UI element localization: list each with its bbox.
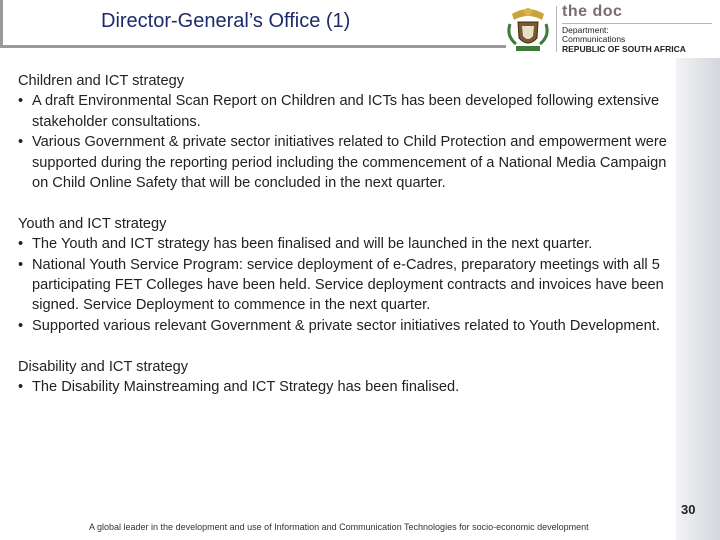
- slide-title: Director-General’s Office (1): [101, 10, 351, 32]
- bullet-icon: •: [18, 379, 24, 396]
- list-item-text: National Youth Service Program: service deployment of e-Cadres, preparatory meetings with all 5 participating FET Colleges have been held. Service deployment contracts and invoices have been signed. Service Deployment to commence in the next quarter.: [32, 256, 664, 314]
- bullet-icon: •: [18, 236, 24, 253]
- list-item-text: Various Government & private sector initiatives related to Child Protection and empowerment were supported during the reporting period including the commencement of a National Media Campaign on Child Online Safety that will be concluded in the next quarter.: [32, 134, 667, 192]
- bullet-icon: •: [18, 317, 24, 334]
- side-decoration-panel: [676, 58, 720, 540]
- list-item-text: The Youth and ICT strategy has been finalised and will be launched in the next quarter.: [32, 236, 593, 253]
- country-name: REPUBLIC OF SOUTH AFRICA: [562, 44, 686, 54]
- list-item: [18, 91, 668, 132]
- department-name: [562, 26, 625, 44]
- footer-tagline: A global leader in the development and use of Information and Communication Technologies for socio-economic development: [89, 522, 589, 532]
- brand-name: the doc: [562, 3, 623, 20]
- list-item: [18, 132, 668, 193]
- section-disability: [18, 357, 668, 398]
- page-number: 30: [681, 502, 696, 517]
- list-item-text: The Disability Mainstreaming and ICT Strategy has been finalised.: [32, 379, 460, 396]
- section-children: [18, 71, 668, 193]
- list-item: [18, 316, 668, 336]
- department-label: Department:: [562, 25, 609, 35]
- list-item-text: Supported various relevant Government & private sector initiatives related to Youth Development.: [32, 317, 660, 334]
- list-item-text: A draft Environmental Scan Report on Children and ICTs has been developed following extensive stakeholder consultations.: [32, 93, 660, 130]
- coat-of-arms-icon: [506, 4, 550, 54]
- brand-underline: [562, 23, 712, 24]
- bullet-list: [18, 234, 668, 336]
- bullet-icon: •: [18, 256, 24, 273]
- list-item: [18, 377, 668, 397]
- department-logo: [506, 0, 720, 58]
- list-item: [18, 255, 668, 316]
- bullet-icon: •: [18, 93, 24, 110]
- department-title: Communications: [562, 34, 626, 44]
- bullet-icon: •: [18, 134, 24, 151]
- list-item: [18, 234, 668, 254]
- title-frame: [0, 0, 506, 48]
- section-youth: [18, 214, 668, 336]
- slide-body: [18, 71, 668, 397]
- section-heading: Disability and ICT strategy: [18, 358, 189, 375]
- section-heading: Children and ICT strategy: [18, 73, 185, 89]
- logo-divider: [556, 6, 557, 52]
- bullet-list: [18, 377, 668, 397]
- section-heading: Youth and ICT strategy: [18, 215, 167, 232]
- bullet-list: [18, 91, 668, 193]
